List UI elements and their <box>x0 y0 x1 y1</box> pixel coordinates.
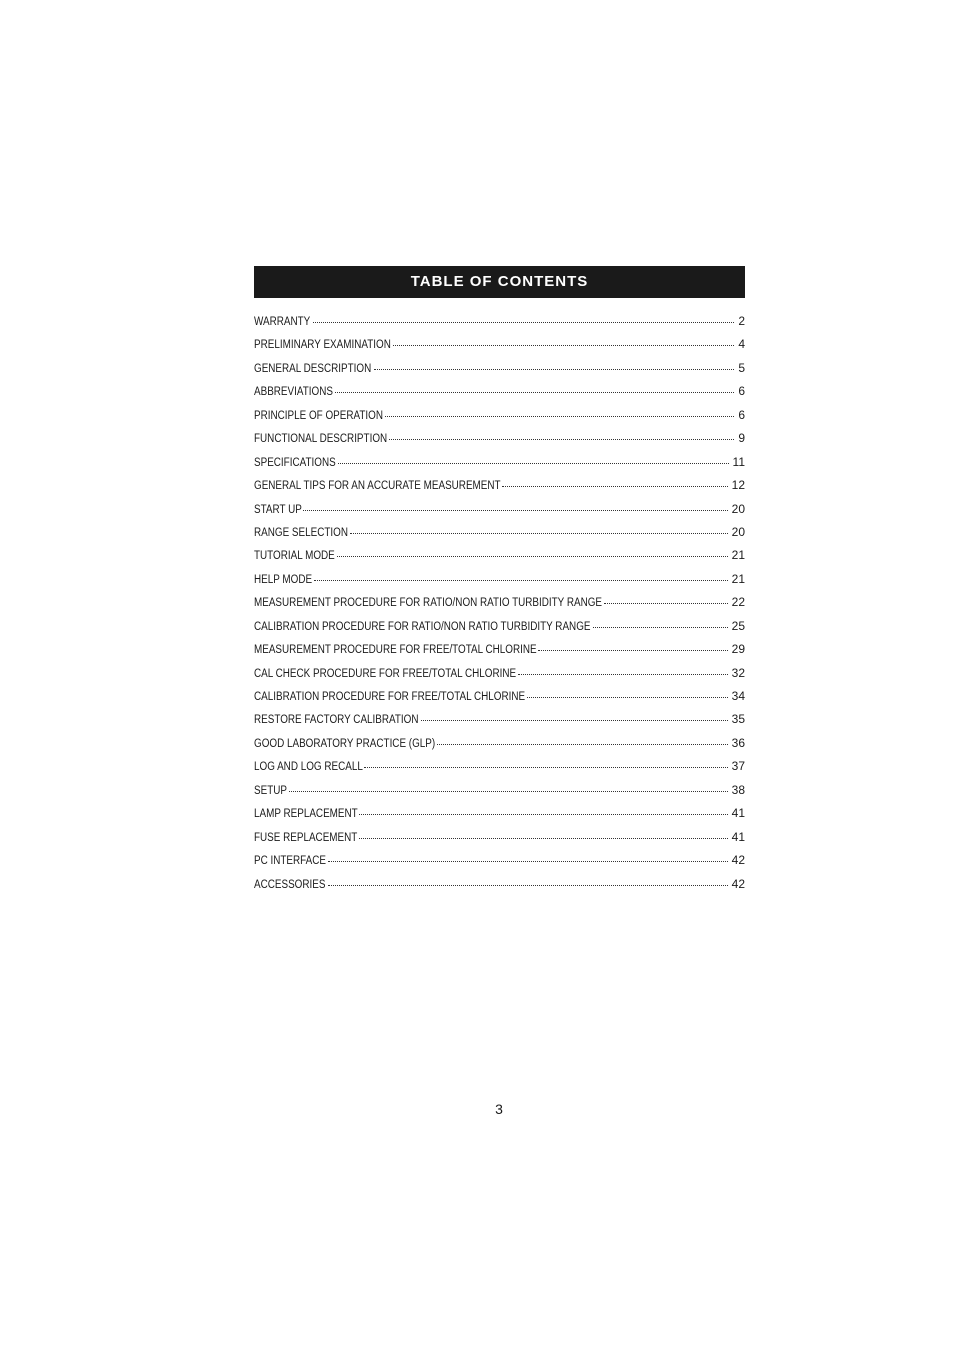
toc-entry-page: 29 <box>731 642 745 657</box>
toc-entry-label: START UP <box>254 503 302 516</box>
toc-entry[interactable] <box>254 478 745 501</box>
toc-dot-leader <box>313 322 735 323</box>
toc-entry-label: FUSE REPLACEMENT <box>254 831 358 844</box>
toc-entry[interactable] <box>254 736 745 759</box>
toc-entry[interactable] <box>254 361 745 384</box>
toc-entry-label: GENERAL DESCRIPTION <box>254 362 372 375</box>
toc-entry-label: PRELIMINARY EXAMINATION <box>254 339 391 352</box>
table-of-contents <box>254 266 745 900</box>
toc-entry[interactable] <box>254 877 745 900</box>
toc-entry[interactable] <box>254 314 745 337</box>
toc-dot-leader <box>502 486 727 487</box>
toc-dot-leader <box>328 861 728 862</box>
toc-entry-page: 34 <box>731 689 745 703</box>
toc-entry-page: 9 <box>738 431 745 446</box>
toc-entry-label: LOG AND LOG RECALL <box>254 761 363 774</box>
toc-entry-label: WARRANTY <box>254 316 311 328</box>
toc-entry[interactable] <box>254 853 745 876</box>
toc-entry[interactable] <box>254 666 745 689</box>
toc-entry-label: ABBREVIATIONS <box>254 386 333 399</box>
toc-dot-leader <box>314 580 728 581</box>
toc-entry-label: CAL CHECK PROCEDURE FOR FREE/TOTAL CHLORINE <box>254 667 517 680</box>
toc-entry-label: RESTORE FACTORY CALIBRATION <box>254 714 419 727</box>
toc-entry-page: 6 <box>738 407 745 422</box>
toc-entry-label: SETUP <box>254 784 287 797</box>
toc-entry-label: GENERAL TIPS FOR AN ACCURATE MEASUREMENT <box>254 480 501 493</box>
toc-entry-label: GOOD LABORATORY PRACTICE (GLP) <box>254 737 436 750</box>
toc-entry-page: 32 <box>731 665 745 680</box>
toc-entry-page: 20 <box>731 501 745 516</box>
toc-dot-leader <box>289 791 727 792</box>
toc-entry-label: CALIBRATION PROCEDURE FOR RATIO/NON RATIO TURBIDITY RANGE <box>254 620 591 633</box>
toc-entry-page: 6 <box>738 384 745 399</box>
toc-entry[interactable] <box>254 712 745 735</box>
toc-entry-label: SPECIFICATIONS <box>254 456 336 469</box>
toc-entry-page: 41 <box>731 806 745 821</box>
toc-entry-label: TUTORIAL MODE <box>254 550 335 563</box>
toc-entry[interactable] <box>254 408 745 431</box>
toc-title: TABLE OF CONTENTS <box>254 266 745 298</box>
toc-entry-page: 42 <box>731 853 745 868</box>
toc-dot-leader <box>303 510 727 511</box>
toc-dot-leader <box>359 814 727 815</box>
toc-dot-leader <box>393 345 734 346</box>
toc-entry-page: 41 <box>731 829 745 844</box>
toc-entry-page: 22 <box>731 595 745 610</box>
toc-dot-leader <box>389 439 734 440</box>
toc-dot-leader <box>359 838 727 839</box>
toc-entry-page: 36 <box>731 735 745 750</box>
toc-dot-leader <box>374 369 735 370</box>
toc-entry-page: 21 <box>731 548 745 563</box>
toc-dot-leader <box>593 627 728 628</box>
toc-entry-page: 42 <box>731 876 745 891</box>
toc-dot-leader <box>335 392 735 393</box>
toc-entry[interactable] <box>254 455 745 478</box>
toc-entry-page: 37 <box>731 759 745 774</box>
toc-entry[interactable] <box>254 642 745 665</box>
toc-entry-page: 20 <box>731 524 745 539</box>
toc-entry-page: 12 <box>731 478 745 493</box>
toc-entry[interactable] <box>254 525 745 548</box>
toc-entry-label: PRINCIPLE OF OPERATION <box>254 409 383 422</box>
toc-entry-label: CALIBRATION PROCEDURE FOR FREE/TOTAL CHLORINE <box>254 691 526 703</box>
toc-dot-leader <box>350 533 727 534</box>
toc-entry[interactable] <box>254 548 745 571</box>
toc-entry-page: 5 <box>738 360 745 375</box>
toc-dot-leader <box>527 697 727 698</box>
toc-entry-page: 25 <box>731 618 745 633</box>
toc-entry-page: 2 <box>738 314 745 328</box>
toc-entry[interactable] <box>254 502 745 525</box>
toc-entry[interactable] <box>254 619 745 642</box>
toc-entry-page: 4 <box>738 337 745 352</box>
toc-dot-leader <box>518 674 728 675</box>
toc-dot-leader <box>604 603 728 604</box>
toc-dot-leader <box>421 720 728 721</box>
page-number: 3 <box>495 1101 503 1117</box>
toc-entry[interactable] <box>254 431 745 454</box>
toc-dot-leader <box>364 767 727 768</box>
toc-entry[interactable] <box>254 595 745 618</box>
toc-dot-leader <box>337 556 728 557</box>
toc-dot-leader <box>538 650 727 651</box>
toc-entry[interactable] <box>254 689 745 712</box>
toc-entry-page: 35 <box>731 712 745 727</box>
toc-entry-label: ACCESSORIES <box>254 878 326 891</box>
toc-entry[interactable] <box>254 759 745 782</box>
toc-dot-leader <box>328 885 728 886</box>
toc-dot-leader <box>385 416 734 417</box>
toc-entry-page: 21 <box>731 571 745 586</box>
toc-entry-label: MEASUREMENT PROCEDURE FOR FREE/TOTAL CHLORINE <box>254 644 537 657</box>
toc-entry[interactable] <box>254 337 745 360</box>
toc-entry[interactable] <box>254 384 745 407</box>
toc-dot-leader <box>437 744 728 745</box>
toc-entry-label: PC INTERFACE <box>254 855 326 868</box>
toc-entry-label: MEASUREMENT PROCEDURE FOR RATIO/NON RATIO TURBIDITY RANGE <box>254 597 603 610</box>
toc-entry-label: HELP MODE <box>254 573 313 586</box>
toc-entry-page: 11 <box>732 454 745 469</box>
toc-list <box>254 314 745 900</box>
toc-entry-label: RANGE SELECTION <box>254 526 348 539</box>
toc-entry-label: LAMP REPLACEMENT <box>254 808 358 821</box>
toc-dot-leader <box>338 463 729 464</box>
toc-entry[interactable] <box>254 806 745 829</box>
toc-entry[interactable] <box>254 830 745 853</box>
toc-entry[interactable] <box>254 783 745 806</box>
toc-entry-page: 38 <box>731 782 745 797</box>
toc-entry-label: FUNCTIONAL DESCRIPTION <box>254 433 388 446</box>
toc-entry[interactable] <box>254 572 745 595</box>
